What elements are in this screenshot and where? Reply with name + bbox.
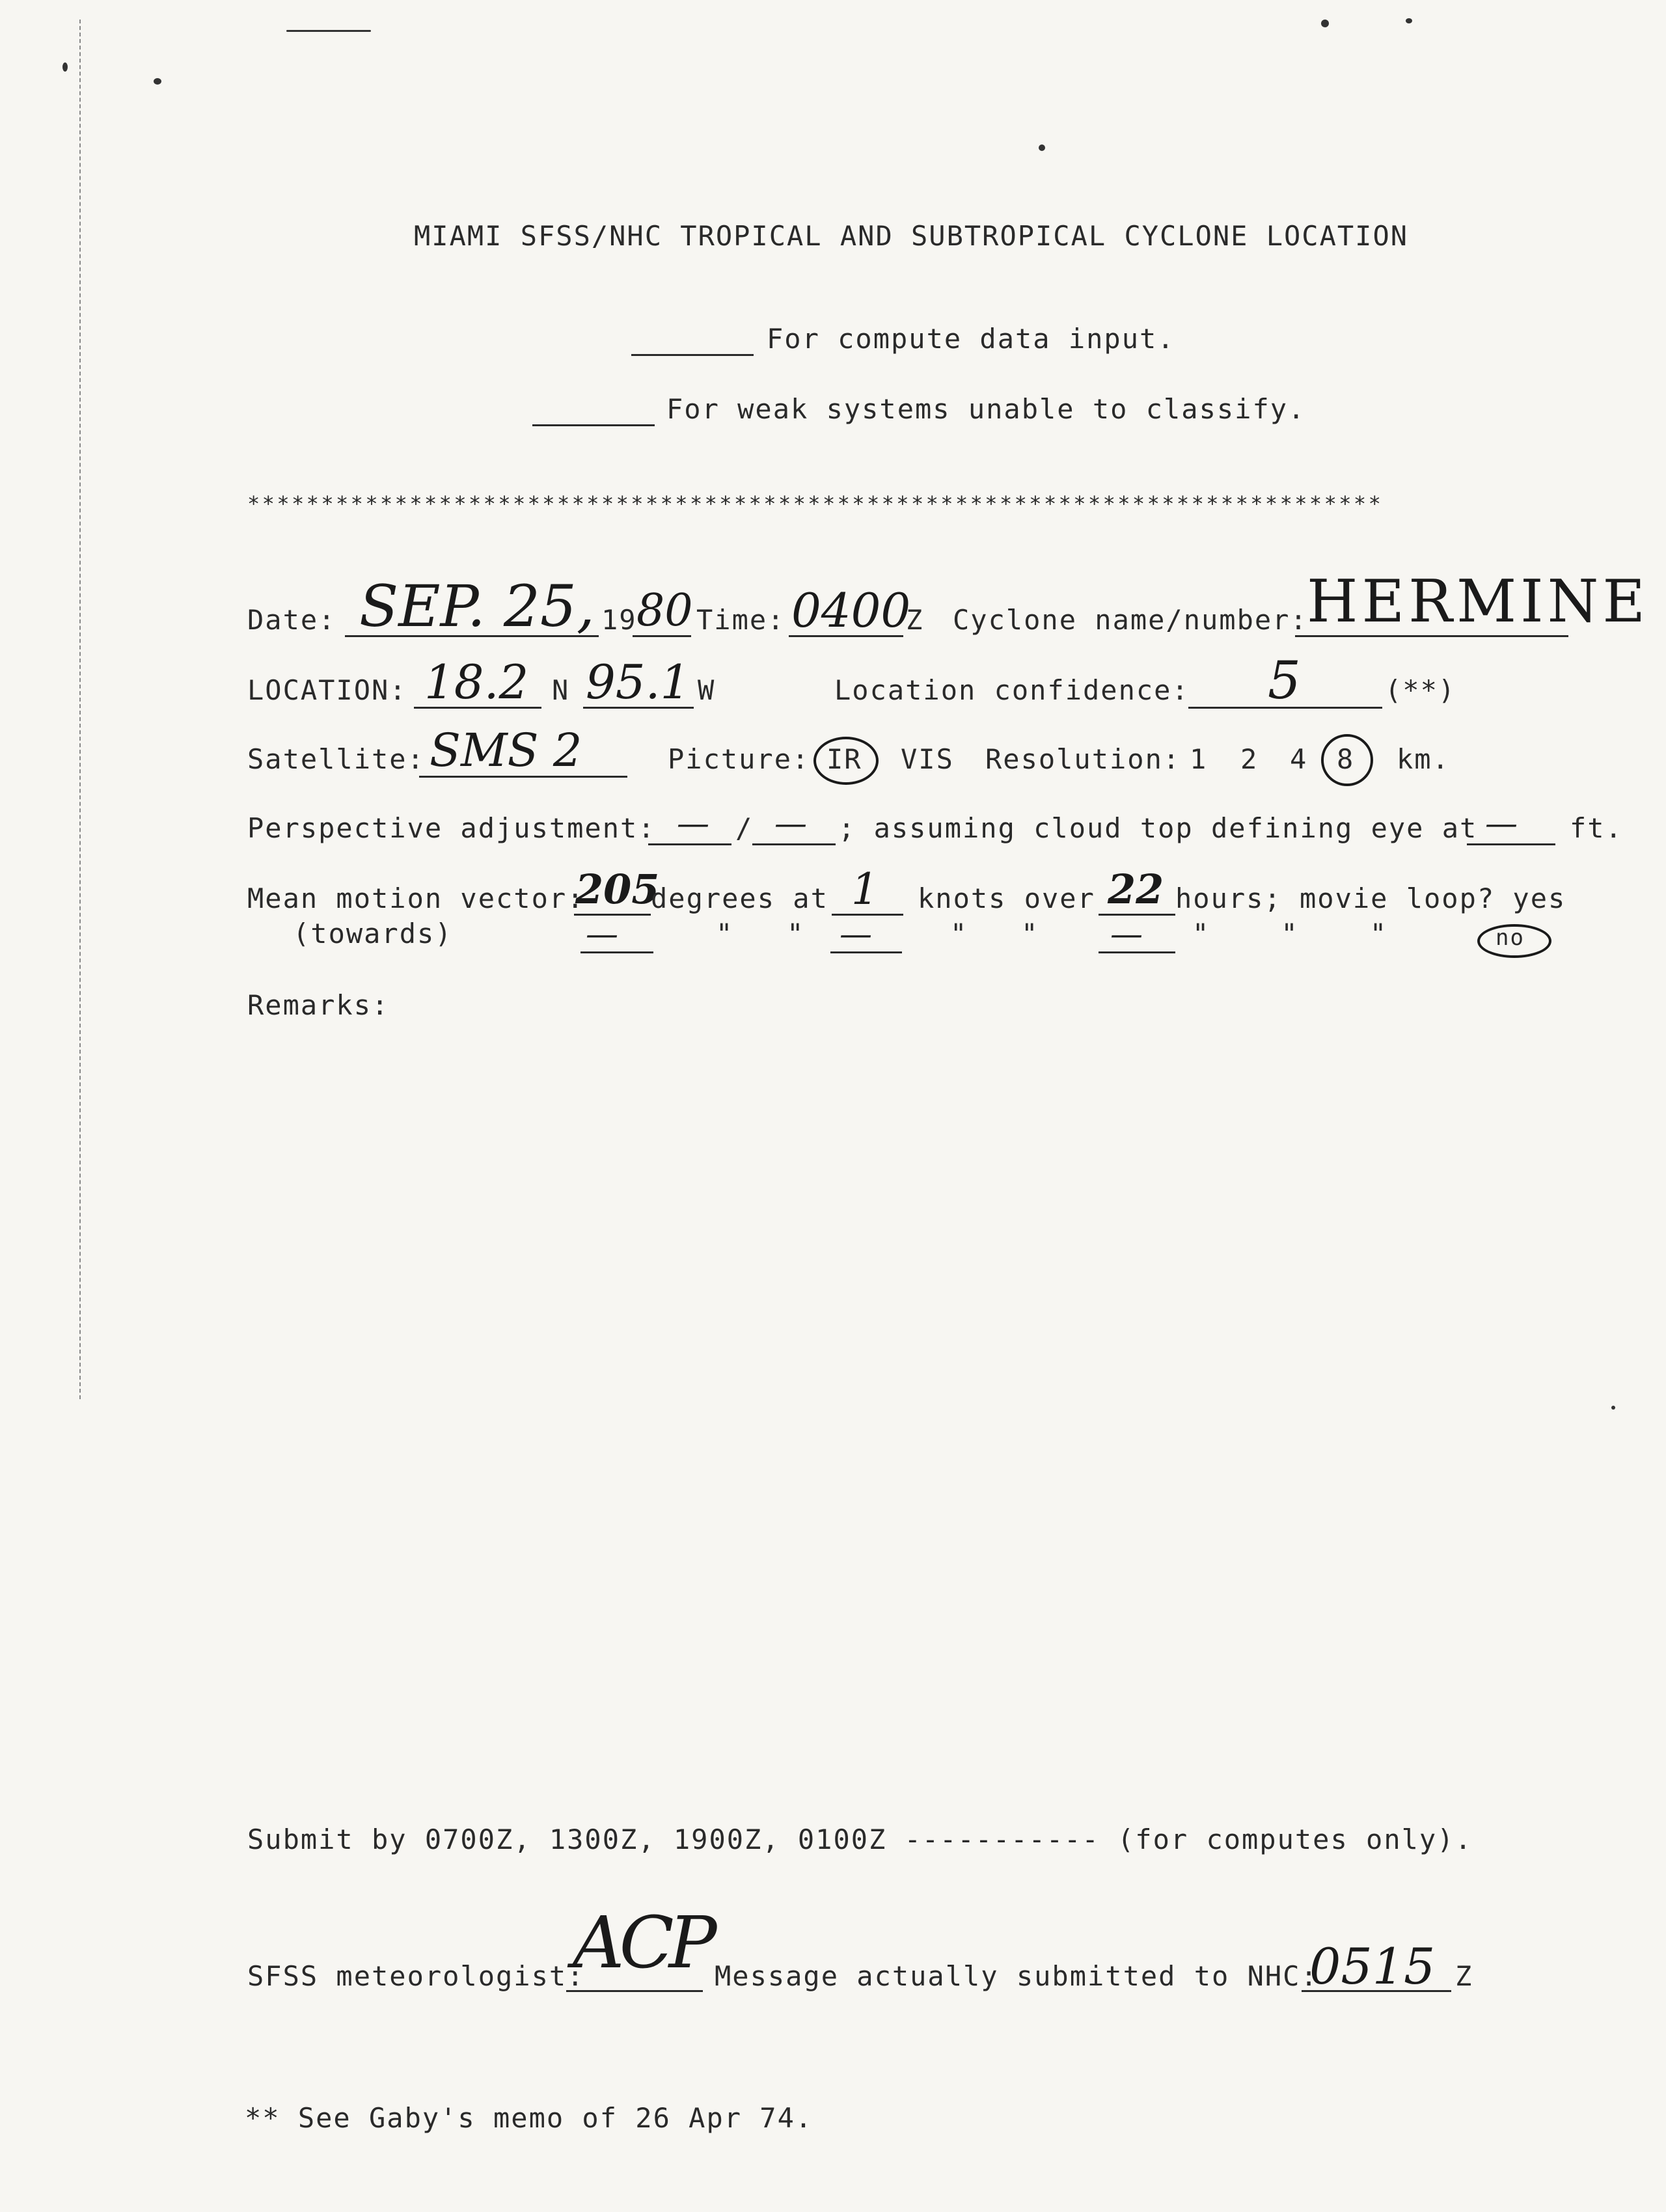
confidence-underline xyxy=(1188,707,1382,709)
time-underline xyxy=(789,635,903,637)
resolution-1[interactable]: 1 xyxy=(1190,743,1208,775)
year-prefix: 19 xyxy=(601,604,637,636)
longitude-suffix: W xyxy=(698,674,716,706)
towards-degrees-value[interactable]: — xyxy=(586,915,618,953)
speck xyxy=(1039,144,1045,151)
resolution-2[interactable]: 2 xyxy=(1240,743,1259,775)
hours-value[interactable]: 22 xyxy=(1108,866,1164,913)
knots-label: knots over xyxy=(918,882,1095,914)
perspective-value-2[interactable]: — xyxy=(774,804,807,842)
date-underline xyxy=(345,635,599,637)
hours-label: hours; movie loop? yes xyxy=(1175,882,1566,914)
resolution-unit: km. xyxy=(1397,743,1450,775)
picture-label: Picture: xyxy=(668,743,810,775)
motion-label: Mean motion vector: xyxy=(247,882,585,914)
perspective-underline-1 xyxy=(648,843,731,845)
picture-ir: IR xyxy=(826,743,862,775)
meteorologist-initials[interactable]: ACP xyxy=(573,1901,712,1984)
eye-height-value[interactable]: — xyxy=(1485,804,1518,842)
resolution-8: 8 xyxy=(1337,743,1355,775)
speck xyxy=(154,78,161,85)
perspective-text: ; assuming cloud top defining eye at xyxy=(838,812,1478,844)
eye-height-unit: ft. xyxy=(1570,812,1623,844)
cyclone-label: Cyclone name/number: xyxy=(953,604,1308,636)
time-label: Time: xyxy=(696,604,785,636)
towards-ditto-1: " " xyxy=(716,918,805,949)
remarks-label: Remarks: xyxy=(247,989,390,1021)
degrees-value[interactable]: 205 xyxy=(575,866,660,913)
weak-option-label: For weak systems unable to classify. xyxy=(666,393,1306,425)
compute-option-label: For compute data input. xyxy=(767,323,1175,355)
date-value[interactable]: SEP. 25, xyxy=(359,573,595,640)
longitude-underline xyxy=(583,707,694,709)
message-time-suffix: Z xyxy=(1455,1960,1473,1992)
perspective-underline-2 xyxy=(752,843,836,845)
eye-height-underline xyxy=(1467,843,1555,845)
speck xyxy=(62,62,68,72)
confidence-label: Location confidence: xyxy=(834,674,1190,706)
meteorologist-label: SFSS meteorologist: xyxy=(247,1960,585,1992)
message-time-value[interactable]: 0515 xyxy=(1309,1937,1436,1995)
year-underline xyxy=(633,635,691,637)
towards-knots-underline xyxy=(830,951,902,953)
compute-checkbox-line[interactable] xyxy=(631,354,754,356)
towards-ditto-2: " " xyxy=(950,918,1039,949)
message-label: Message actually submitted to NHC: xyxy=(715,1960,1318,1992)
degrees-label: degrees at xyxy=(651,882,828,914)
towards-hours-value[interactable]: — xyxy=(1110,915,1143,953)
latitude-value[interactable]: 18.2 xyxy=(424,655,529,709)
speck xyxy=(1611,1406,1615,1410)
cyclone-value[interactable]: HERMINE xyxy=(1307,567,1650,636)
date-label: Date: xyxy=(247,604,336,636)
latitude-underline xyxy=(414,707,541,709)
picture-vis: VIS xyxy=(901,743,954,775)
satellite-underline xyxy=(419,776,627,778)
towards-degrees-underline xyxy=(580,951,653,953)
towards-hours-underline xyxy=(1099,951,1175,953)
latitude-suffix: N xyxy=(552,674,570,706)
towards-label: (towards) xyxy=(293,918,453,949)
submit-instructions: Submit by 0700Z, 1300Z, 1900Z, 0100Z ----------- (for computes only). xyxy=(247,1823,1473,1855)
time-value[interactable]: 0400 xyxy=(791,583,911,638)
year-value[interactable]: 80 xyxy=(636,585,693,636)
resolution-4[interactable]: 4 xyxy=(1290,743,1308,775)
resolution-label: Resolution: xyxy=(985,743,1181,775)
perspective-label: Perspective adjustment: xyxy=(247,812,656,844)
punch-margin xyxy=(79,20,81,1399)
longitude-value[interactable]: 95.1 xyxy=(586,655,690,709)
satellite-label: Satellite: xyxy=(247,743,425,775)
speck xyxy=(1406,18,1412,23)
cyclone-underline xyxy=(1295,635,1568,637)
movie-loop-no: no xyxy=(1495,925,1525,951)
towards-ditto-3: " " " xyxy=(1192,918,1388,949)
separator-line: ***************************************************************************** xyxy=(247,491,1384,516)
form-title: MIAMI SFSS/NHC TROPICAL AND SUBTROPICAL CYCLONE LOCATION xyxy=(414,220,1409,252)
towards-knots-value[interactable]: — xyxy=(840,915,872,953)
speck xyxy=(1321,20,1329,27)
satellite-value[interactable]: SMS 2 xyxy=(430,724,582,777)
perspective-value-1[interactable]: — xyxy=(677,804,709,842)
weak-checkbox-line[interactable] xyxy=(532,424,655,426)
speck xyxy=(286,30,371,32)
footnote: ** See Gaby's memo of 26 Apr 74. xyxy=(245,2102,813,2134)
knots-value[interactable]: 1 xyxy=(851,864,879,914)
message-time-underline xyxy=(1302,1990,1451,1992)
location-label: LOCATION: xyxy=(247,674,407,706)
confidence-value[interactable]: 5 xyxy=(1268,650,1301,711)
confidence-note: (**) xyxy=(1385,674,1456,706)
meteorologist-underline xyxy=(566,1990,703,1992)
time-suffix: Z xyxy=(906,604,924,636)
perspective-slash: / xyxy=(735,812,754,844)
